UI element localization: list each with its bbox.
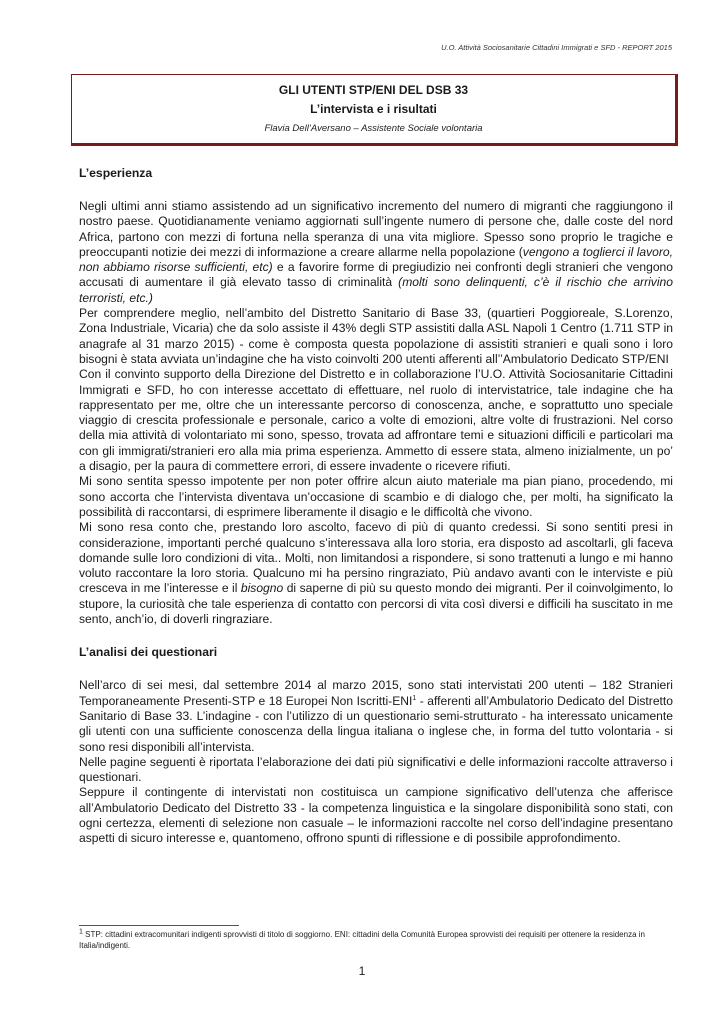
text-run: Nell’arco di sei mesi, dal settembre 2014 al marzo 2015, sono stati intervistati 200 utenti – 182 Stranieri Temporaneamente Presenti-STP e 18 Europei Non Iscritti-ENI	[79, 678, 673, 708]
paragraph: Nelle pagine seguenti è riportata l’elaborazione dei dati più significativi e delle informazioni raccolte attraverso i questionari.	[79, 754, 673, 785]
paragraph	[79, 199, 673, 306]
paragraph: Seppure il contingente di intervistati non costituisca un campione significativo dell’utenza che afferisce all’Ambulatorio Dedicato del Distretto 33 - la competenza linguistica e la singolare disponibilità sono stati, con ogni certezza, elementi di selezione non casuale – le informazioni raccolte nel corso dell’indagine presentano aspetti di sicuro interesse e, quantomeno, offrono spunti di riflessione e di possibile approfondimento.	[79, 785, 673, 846]
text-run: - afferenti all’Ambulatorio Dedicato del Distretto Sanitario di Base 33. L’indagine - con l’utilizzo di un questionario semi-strutturato - ha interessato unicamente gli utenti con una sufficiente conoscenza della lingua italiana o inglese che, in forma del tutto volontaria - si sono resi disponibili all’intervista.	[79, 693, 673, 754]
italic-text: bisogno	[240, 581, 284, 596]
section-heading-analisi: L’analisi dei questionari	[79, 645, 218, 660]
text-run: di saperne di più su questo mondo dei migranti. Per il coinvolgimento, lo stupore, la curiosità che tale esperienza di contatto con percorsi di vita così diversi e difficili ha suscitato in me sento, anch’io, di doverli ringraziare.	[79, 581, 674, 627]
italic-text: (molti sono delinquenti, c’è il rischio che arrivino terroristi, etc.)	[79, 275, 673, 305]
paragraph	[79, 678, 673, 754]
footnote-text: STP: cittadini extracomunitari indigenti sprovvisti di titolo di soggiorno. ENI: cittadini della Comunità Europea sprovvisti dei requisiti per ottenere la residenza in Italia/indigenti.	[79, 930, 645, 950]
paragraph: Con il convinto supporto della Direzione del Distretto e in collaborazione l’U.O. Attività Sociosanitarie Cittadini Immigrati e SFD, ho con interesse accettato di effettuare, nel ruolo di intervistatrice, tale indagine che ha rappresentato per me, oltre che un interessante percorso di conoscenza, anche, e soprattutto uno speciale viaggio di crescita professionale e personale, carico a volte di emozioni, altre volte di frustrazioni. Nel corso della mia attività di volontariato mi sono, spesso, trovata ad affrontare temi e situazioni difficili e particolari ma con gli immigrati/stranieri ero alla mia prima esperienza. Ammetto di essere stata, almeno inizialmente, un po’ a disagio, per la paura di commettere errori, di essere invadente o ricevere rifiuti.	[79, 367, 673, 474]
page-number: 1	[358, 964, 366, 978]
footnote-marker: 1	[79, 928, 83, 936]
italic-text: vengono a toglierci il lavoro, non abbiamo risorse sufficienti, etc)	[79, 244, 673, 275]
text-run: e a favorire forme di pregiudizio nei confronti degli stranieri che vengono accusati di aumentare il già elevato tasso di criminalità	[79, 260, 674, 290]
paragraph: Mi sono sentita spesso impotente per non poter offrire alcun aiuto materiale ma pian piano, procedendo, mi sono accorta che l’intervista diventava un’occasione di scambio e di dialogo che, per molti, ha significato la possibilità di raccontarsi, di esprimere liberamente il disagio e le difficoltà che vivono.	[79, 474, 673, 519]
document-author: Flavia Dell’Aversano – Assistente Sociale volontaria	[264, 123, 483, 134]
document-title: GLI UTENTI STP/ENI DEL DSB 33	[278, 83, 469, 97]
running-header: U.O. Attività Sociosanitarie Cittadini Immigrati e SFD - REPORT 2015	[441, 43, 672, 52]
document-subtitle: L’intervista e i risultati	[310, 102, 437, 116]
footnote-ref[interactable]: 1	[412, 694, 417, 702]
title-box	[71, 74, 678, 146]
section-heading-esperienza: L’esperienza	[79, 166, 153, 180]
text-run: Negli ultimi anni stiamo assistendo ad un significativo incremento del numero di migranti che raggiungono il nostro paese. Quotidianamente veniamo aggiornati sull’ingente numero di persone che, dalle coste del nord Africa, partono con mezzi di fortuna nella speranza di una vita migliore. Spesso sono proprio le tragiche e preoccupanti notizie dei mezzi di informazione a creare allarme nella popolazione (	[79, 199, 673, 259]
paragraph: Per comprendere meglio, nell’ambito del Distretto Sanitario di Base 33, (quartieri Poggioreale, S.Lorenzo, Zona Industriale, Vicaria) che da solo assiste il 43% degli STP assistiti dalla ASL Napoli 1 Centro (1.711 STP in anagrafe al 31 marzo 2015) - come è composta questa popolazione di assistiti stranieri e quali sono i loro bisogni è stata avviata un’indagine che ha visto coinvolti 200 utenti afferenti all’’Ambulatorio Dedicato STP/ENI	[79, 306, 673, 366]
paragraph	[79, 520, 673, 627]
main-content	[79, 166, 673, 847]
footnote	[79, 929, 673, 951]
footnote-divider	[79, 925, 239, 926]
text-run: Mi sono resa conto che, prestando loro ascolto, facevo di più di quanto credessi. Si sono sentiti presi in considerazione, importanti perché qualcuno s’interessava alla loro storia, era disposto ad ascoltarli, gli faceva domande sulle loro condizioni di vita.. Molti, non limitandosi a rispondere, si sono trattenuti a lungo e mi hanno voluto raccontare la loro storia. Qualcuno mi ha persino ringraziato, Più andavo avanti con le interviste e più cresceva in me l’interesse e il	[79, 520, 673, 596]
